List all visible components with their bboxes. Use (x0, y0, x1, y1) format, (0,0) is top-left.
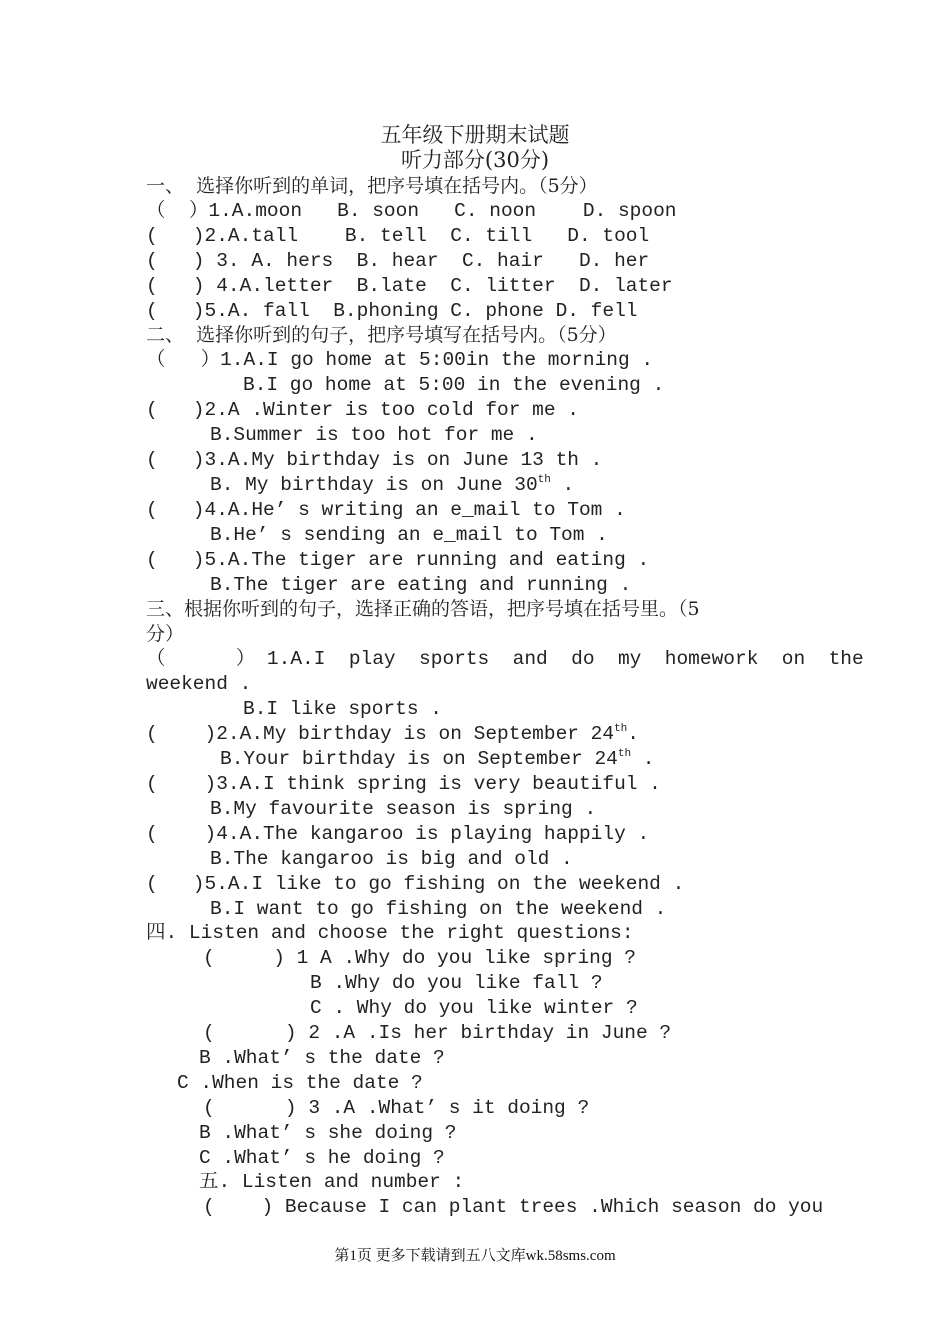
section4-item: ( ) 1 A .Why do you like spring ? (203, 947, 636, 969)
section2-item: B.I go home at 5:00 in the evening . (243, 374, 665, 396)
ordinal-suffix: th (617, 748, 632, 760)
section3-item: B.I like sports . (243, 698, 442, 720)
section2-item: ( )3.A.My birthday is on June 13 th . (146, 449, 603, 471)
section2-item: B.Summer is too hot for me . (210, 424, 538, 446)
section4-item: B .What’ s the date ? (199, 1047, 445, 1069)
section4-heading: 四. Listen and choose the right questions: (146, 922, 634, 944)
section4-item: ( ) 2 .A .Is her birthday in June ? (203, 1022, 672, 1044)
page-footer: 第1页 更多下载请到五八文库wk.58sms.com (334, 1248, 616, 1264)
section3-item: B.I want to go fishing on the weekend . (210, 898, 667, 920)
section2-item: B.The tiger are eating and running . (210, 574, 632, 596)
section5-item: ( ) Because I can plant trees .Which season do you (203, 1196, 824, 1218)
section4-item: C .When is the date ? (177, 1072, 423, 1094)
section1-item: ( )5.A. fall B.phoning C. phone D. fell (146, 300, 638, 322)
sentence-text: ( )2.A.My birthday is on September 24 (146, 723, 615, 745)
section2-item: B.He’ s sending an e_mail to Tom . (210, 524, 608, 546)
section2-heading: 二、 选择你听到的句子，把序号填写在括号内。（5分） (146, 324, 617, 346)
section4-item: B .What’ s she doing ? (199, 1122, 457, 1144)
section2-item (210, 473, 574, 498)
sentence-text: B. My birthday is on June 30 (210, 474, 538, 496)
section3-item: B.My favourite season is spring . (210, 798, 597, 820)
section3-item (146, 722, 639, 747)
section3-item: B.The kangaroo is big and old . (210, 848, 573, 870)
section3-item: weekend . (146, 673, 252, 695)
section4-item: B .Why do you like fall ? (310, 972, 603, 994)
section4-item: C .What’ s he doing ? (199, 1147, 445, 1169)
sentence-end: . (550, 474, 575, 496)
section2-item: ( )5.A.The tiger are running and eating . (146, 549, 650, 571)
section2-item: ( )2.A .Winter is too cold for me . (146, 399, 579, 421)
section1-item: （ ）1.A.moon B. soon C. noon D. spoon (146, 200, 677, 222)
section3-heading-cont: 分） (146, 623, 185, 645)
section5-heading: 五. Listen and number : (199, 1171, 465, 1193)
section3-heading: 三、根据你听到的句子，选择正确的答语，把序号填在括号里。（5 (146, 598, 700, 620)
section4-item: ( ) 3 .A .What’ s it doing ? (203, 1097, 590, 1119)
section1-heading: 一、 选择你听到的单词，把序号填在括号内。（5分） (146, 175, 598, 197)
ordinal-suffix: th (614, 723, 628, 735)
page-subtitle: 听力部分(30分) (400, 148, 550, 172)
section1-item: ( ) 4.A.letter B.late C. litter D. later (146, 275, 673, 297)
page-title: 五年级下册期末试题 (380, 123, 570, 147)
sentence-end: . (631, 748, 655, 770)
section3-item: （ ） 1.A.I play sports and do my homework on the (146, 648, 864, 670)
section3-item: ( )5.A.I like to go fishing on the weekend . (146, 873, 685, 895)
section3-item: ( )4.A.The kangaroo is playing happily . (146, 823, 650, 845)
section3-item: ( )3.A.I think spring is very beautiful . (146, 773, 661, 795)
section4-item: C . Why do you like winter ? (310, 997, 638, 1019)
ordinal-suffix: th (537, 474, 551, 486)
section1-item: ( )2.A.tall B. tell C. till D. tool (146, 225, 650, 247)
section2-item: （ ）1.A.I go home at 5:00in the morning . (146, 349, 654, 371)
sentence-end: . (627, 723, 639, 745)
section3-item (220, 747, 654, 772)
section1-item: ( ) 3. A. hers B. hear C. hair D. her (146, 250, 650, 272)
sentence-text: B.Your birthday is on September 24 (220, 748, 618, 770)
section2-item: ( )4.A.He’ s writing an e_mail to Tom . (146, 499, 626, 521)
